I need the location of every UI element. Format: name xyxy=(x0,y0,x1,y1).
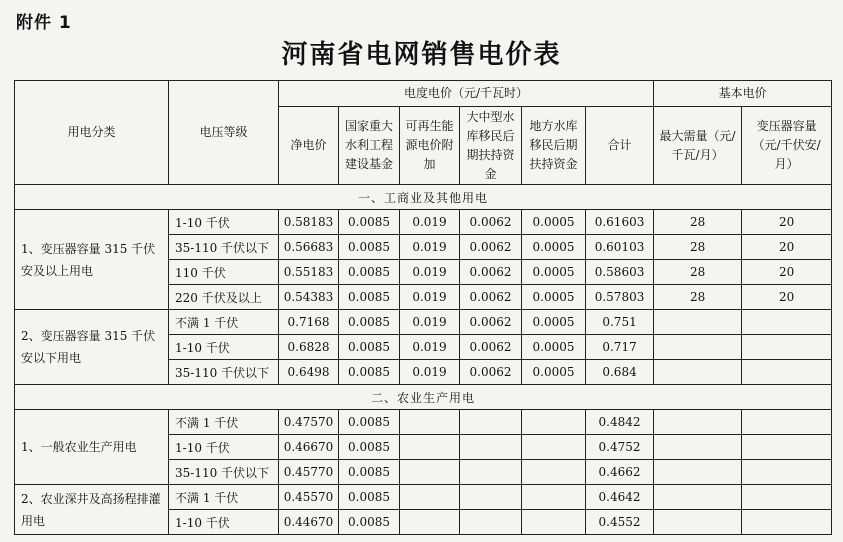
table-row xyxy=(15,410,832,435)
net-price-cell: 0.46670 xyxy=(279,435,339,460)
max-demand-cell xyxy=(654,485,742,510)
max-demand-cell xyxy=(654,410,742,435)
net-price-cell: 0.45770 xyxy=(279,460,339,485)
net-price-cell: 0.44670 xyxy=(279,510,339,535)
local-reservoir-cell xyxy=(522,410,586,435)
transformer-cell: 20 xyxy=(742,210,832,235)
total-cell: 0.684 xyxy=(586,360,654,385)
large-reservoir-cell: 0.0062 xyxy=(460,260,522,285)
voltage-cell: 1-10 千伏 xyxy=(169,210,279,235)
large-reservoir-cell: 0.0062 xyxy=(460,235,522,260)
section-row xyxy=(15,185,832,210)
fund-cell: 0.0085 xyxy=(339,260,400,285)
voltage-cell: 35-110 千伏以下 xyxy=(169,460,279,485)
local-reservoir-cell xyxy=(522,435,586,460)
net-price-cell: 0.55183 xyxy=(279,260,339,285)
renewable-cell: 0.019 xyxy=(400,260,460,285)
fund-cell: 0.0085 xyxy=(339,310,400,335)
renewable-cell xyxy=(400,410,460,435)
large-reservoir-cell xyxy=(460,460,522,485)
renewable-cell: 0.019 xyxy=(400,285,460,310)
voltage-cell: 不满 1 千伏 xyxy=(169,310,279,335)
transformer-cell: 20 xyxy=(742,260,832,285)
large-reservoir-cell: 0.0062 xyxy=(460,335,522,360)
renewable-cell: 0.019 xyxy=(400,235,460,260)
category-deep-well: 2、农业深井及高扬程排灌用电 xyxy=(15,485,169,535)
local-reservoir-cell: 0.0005 xyxy=(522,360,586,385)
fund-cell: 0.0085 xyxy=(339,460,400,485)
category-small-transformer: 2、变压器容量 315 千伏安以下用电 xyxy=(15,310,169,385)
header-voltage: 电压等级 xyxy=(169,81,279,185)
max-demand-cell xyxy=(654,360,742,385)
max-demand-cell xyxy=(654,310,742,335)
fund-cell: 0.0085 xyxy=(339,435,400,460)
voltage-cell: 35-110 千伏以下 xyxy=(169,360,279,385)
total-cell: 0.4642 xyxy=(586,485,654,510)
transformer-cell xyxy=(742,335,832,360)
section-row xyxy=(15,385,832,410)
voltage-cell: 1-10 千伏 xyxy=(169,435,279,460)
renewable-cell: 0.019 xyxy=(400,210,460,235)
section-agricultural: 二、农业生产用电 xyxy=(15,385,832,410)
header-category: 用电分类 xyxy=(15,81,169,185)
transformer-cell xyxy=(742,485,832,510)
section-industrial: 一、工商业及其他用电 xyxy=(15,185,832,210)
max-demand-cell: 28 xyxy=(654,260,742,285)
transformer-cell xyxy=(742,460,832,485)
header-basic-price: 基本电价 xyxy=(654,81,832,107)
attachment-label: 附件 1 xyxy=(16,13,72,33)
fund-cell: 0.0085 xyxy=(339,485,400,510)
voltage-cell: 35-110 千伏以下 xyxy=(169,235,279,260)
total-cell: 0.4552 xyxy=(586,510,654,535)
table-row xyxy=(15,210,832,235)
large-reservoir-cell xyxy=(460,510,522,535)
header-max-demand: 最大需量（元/千瓦/月） xyxy=(654,107,742,185)
max-demand-cell: 28 xyxy=(654,210,742,235)
fund-cell: 0.0085 xyxy=(339,410,400,435)
net-price-cell: 0.45570 xyxy=(279,485,339,510)
large-reservoir-cell: 0.0062 xyxy=(460,285,522,310)
fund-cell: 0.0085 xyxy=(339,285,400,310)
local-reservoir-cell: 0.0005 xyxy=(522,335,586,360)
local-reservoir-cell: 0.0005 xyxy=(522,210,586,235)
total-cell: 0.717 xyxy=(586,335,654,360)
total-cell: 0.4752 xyxy=(586,435,654,460)
renewable-cell xyxy=(400,435,460,460)
local-reservoir-cell: 0.0005 xyxy=(522,260,586,285)
header-water-fund: 国家重大水利工程建设基金 xyxy=(339,107,400,185)
local-reservoir-cell: 0.0005 xyxy=(522,235,586,260)
max-demand-cell xyxy=(654,460,742,485)
net-price-cell: 0.6828 xyxy=(279,335,339,360)
category-general-agri: 1、一般农业生产用电 xyxy=(15,410,169,485)
large-reservoir-cell: 0.0062 xyxy=(460,310,522,335)
voltage-cell: 不满 1 千伏 xyxy=(169,485,279,510)
voltage-cell: 220 千伏及以上 xyxy=(169,285,279,310)
net-price-cell: 0.56683 xyxy=(279,235,339,260)
large-reservoir-cell: 0.0062 xyxy=(460,210,522,235)
renewable-cell: 0.019 xyxy=(400,310,460,335)
max-demand-cell xyxy=(654,510,742,535)
price-table xyxy=(14,80,832,535)
large-reservoir-cell xyxy=(460,485,522,510)
max-demand-cell: 28 xyxy=(654,235,742,260)
net-price-cell: 0.54383 xyxy=(279,285,339,310)
renewable-cell: 0.019 xyxy=(400,360,460,385)
renewable-cell xyxy=(400,460,460,485)
table-row xyxy=(15,485,832,510)
voltage-cell: 1-10 千伏 xyxy=(169,335,279,360)
header-total: 合计 xyxy=(586,107,654,185)
total-cell: 0.58603 xyxy=(586,260,654,285)
local-reservoir-cell xyxy=(522,485,586,510)
transformer-cell xyxy=(742,435,832,460)
header-local-reservoir: 地方水库移民后期扶持资金 xyxy=(522,107,586,185)
fund-cell: 0.0085 xyxy=(339,335,400,360)
local-reservoir-cell: 0.0005 xyxy=(522,285,586,310)
local-reservoir-cell: 0.0005 xyxy=(522,310,586,335)
transformer-cell xyxy=(742,410,832,435)
document-title: 河南省电网销售电价表 xyxy=(281,40,562,70)
total-cell: 0.4662 xyxy=(586,460,654,485)
header-renewable: 可再生能源电价附加 xyxy=(400,107,460,185)
transformer-cell: 20 xyxy=(742,285,832,310)
large-reservoir-cell xyxy=(460,435,522,460)
net-price-cell: 0.7168 xyxy=(279,310,339,335)
voltage-cell: 不满 1 千伏 xyxy=(169,410,279,435)
header-transformer: 变压器容量（元/千伏安/月） xyxy=(742,107,832,185)
large-reservoir-cell: 0.0062 xyxy=(460,360,522,385)
fund-cell: 0.0085 xyxy=(339,235,400,260)
transformer-cell xyxy=(742,360,832,385)
max-demand-cell: 28 xyxy=(654,285,742,310)
renewable-cell xyxy=(400,510,460,535)
voltage-cell: 110 千伏 xyxy=(169,260,279,285)
transformer-cell xyxy=(742,310,832,335)
large-reservoir-cell xyxy=(460,410,522,435)
fund-cell: 0.0085 xyxy=(339,210,400,235)
transformer-cell: 20 xyxy=(742,235,832,260)
max-demand-cell xyxy=(654,435,742,460)
net-price-cell: 0.6498 xyxy=(279,360,339,385)
header-energy-price: 电度电价（元/千瓦时） xyxy=(279,81,654,107)
category-large-transformer: 1、变压器容量 315 千伏安及以上用电 xyxy=(15,210,169,310)
header-large-reservoir: 大中型水库移民后期扶持资金 xyxy=(460,107,522,185)
total-cell: 0.57803 xyxy=(586,285,654,310)
total-cell: 0.60103 xyxy=(586,235,654,260)
fund-cell: 0.0085 xyxy=(339,510,400,535)
renewable-cell xyxy=(400,485,460,510)
total-cell: 0.61603 xyxy=(586,210,654,235)
local-reservoir-cell xyxy=(522,510,586,535)
table-row xyxy=(15,310,832,335)
fund-cell: 0.0085 xyxy=(339,360,400,385)
local-reservoir-cell xyxy=(522,460,586,485)
net-price-cell: 0.47570 xyxy=(279,410,339,435)
total-cell: 0.751 xyxy=(586,310,654,335)
transformer-cell xyxy=(742,510,832,535)
header-net-price: 净电价 xyxy=(279,107,339,185)
renewable-cell: 0.019 xyxy=(400,335,460,360)
net-price-cell: 0.58183 xyxy=(279,210,339,235)
max-demand-cell xyxy=(654,335,742,360)
voltage-cell: 1-10 千伏 xyxy=(169,510,279,535)
total-cell: 0.4842 xyxy=(586,410,654,435)
